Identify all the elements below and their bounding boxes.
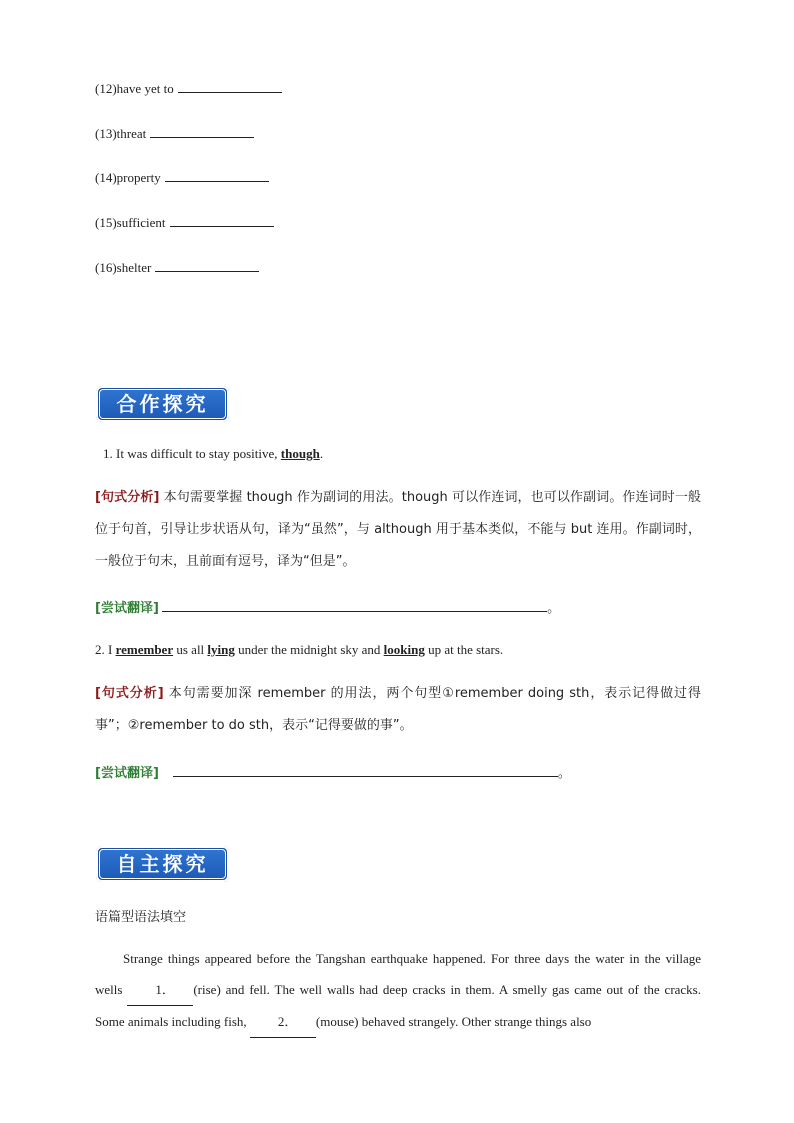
vocab-label: (14)property [95,170,161,185]
translation-tag: [尝试翻译] [95,601,159,616]
analysis-text: 本句需要掌握 though 作为副词的用法。though 可以作连词，也可以作副词。作连词时一般位于句首，引导让步状语从句，译为“虽然”，与 although 用于基本类似，不能与 but 连用。作副词时，一般位于句末，且前面有逗号，译为“但是”。 [95,490,701,569]
sentence-text: us all [173,642,208,657]
section-banner-title: 自主探究 [99,849,226,879]
keyword-remember: remember [115,642,174,657]
period: 。 [557,766,571,781]
sentence-text: 2. I [95,642,116,657]
answer-blank[interactable] [170,214,274,227]
sentence-text: . [319,446,324,461]
analysis-text: 本句需要加深 remember 的用法，两个句型①remember doing sth，表示记得做过得事”；②remember to do sth，表示“记得要做的事”。 [95,686,701,733]
blank-number: 2． [277,1014,298,1029]
sentence-text: 1. It was difficult to stay positive, [103,446,281,461]
vocab-label: (15)sufficient [95,215,166,230]
cloze-blank-1[interactable] [127,974,193,1006]
keyword-though: though [280,446,320,461]
answer-blank[interactable] [165,169,269,182]
analysis-tag: [句式分析] [95,686,164,701]
sentence-1 [103,446,323,462]
sentence-text: up at the stars. [424,642,504,657]
vocab-item-14 [95,169,269,186]
passage-text: (mouse) behaved strangely. Other strange things also [315,1014,592,1029]
section-banner-cooperative [96,386,229,422]
section-banner-title: 合作探究 [99,389,226,419]
answer-blank[interactable] [155,259,259,272]
answer-blank[interactable] [178,80,282,93]
vocab-item-12 [95,80,282,97]
answer-blank[interactable] [150,125,254,138]
passage-text: (rise) and fell. The well walls had deep cracks in them. A smelly gas came out of the cracks. Some animals including fish, [95,982,701,1029]
exercise-subtitle: 语篇型语法填空 [95,910,187,925]
cloze-blank-2[interactable] [250,1006,316,1038]
vocab-item-16 [95,259,259,276]
vocab-item-13 [95,125,254,142]
analysis-tag: [句式分析] [95,490,160,505]
keyword-looking: looking [383,642,425,657]
analysis-2 [95,678,701,742]
translation-blank[interactable] [173,764,558,777]
keyword-lying: lying [207,642,235,657]
period: 。 [547,601,561,616]
sentence-text: under the midnight sky and [234,642,384,657]
sentence-2 [95,642,503,658]
passage-text: Strange things appeared before the Tangshan earthquake happened. For three days the water in the village wells [95,951,701,997]
section-banner-independent [96,846,229,882]
vocab-label: (13)threat [95,126,147,141]
translation-1 [95,597,560,616]
translation-tag: [尝试翻译] [95,766,159,781]
vocab-label: (12)have yet to [95,81,174,96]
translation-blank[interactable] [162,599,547,612]
vocab-item-15 [95,214,274,231]
cloze-passage [95,943,701,1038]
translation-2 [95,762,571,781]
vocab-label: (16)shelter [95,260,152,275]
analysis-1 [95,482,701,578]
blank-number: 1． [155,982,175,997]
